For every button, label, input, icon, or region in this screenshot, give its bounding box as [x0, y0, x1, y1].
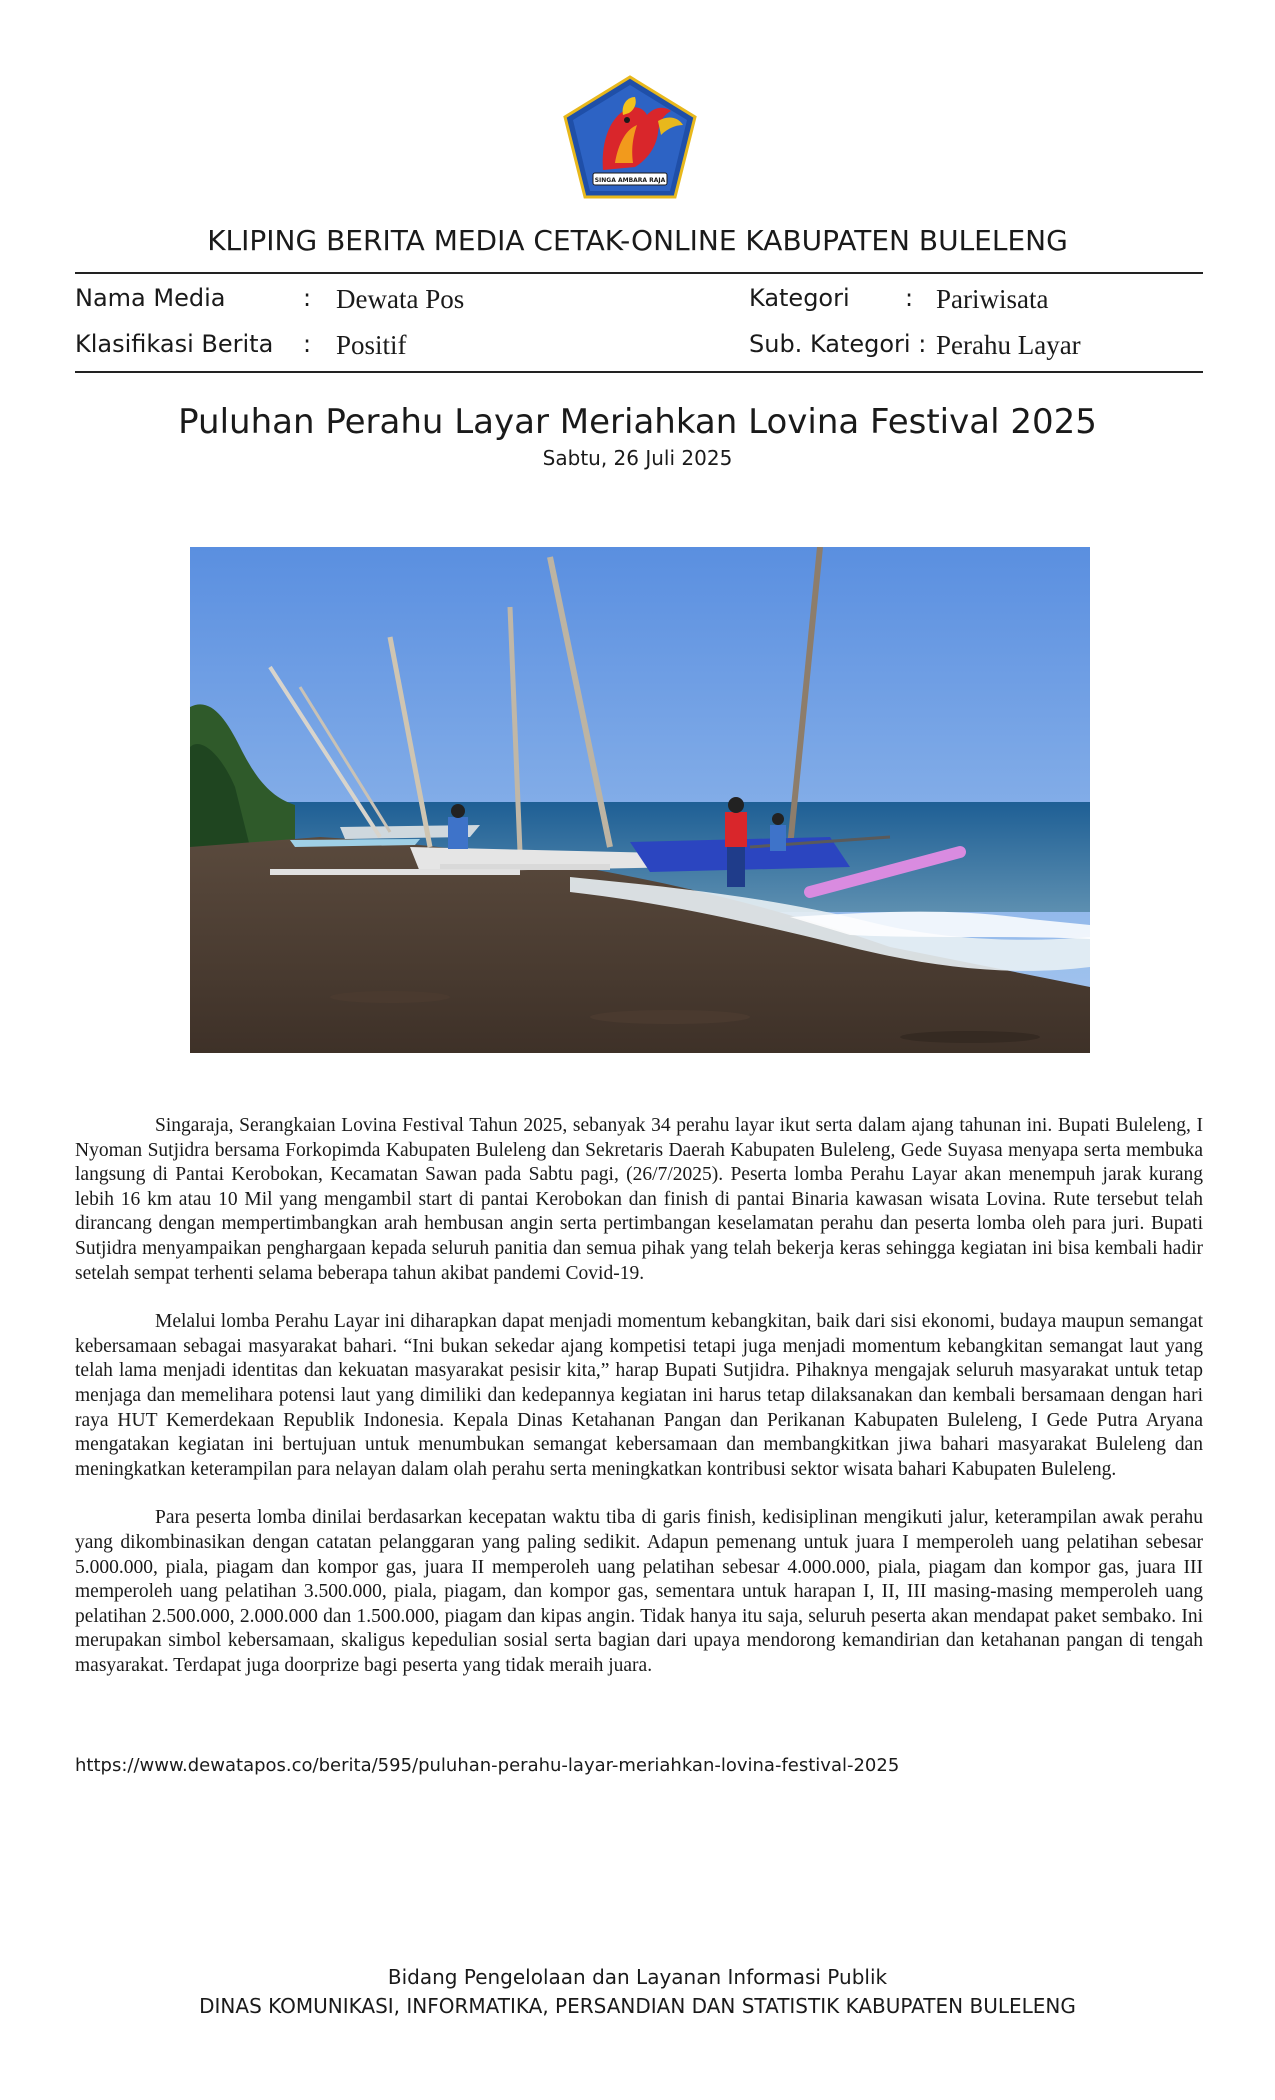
classification-colon: :: [303, 330, 312, 358]
article-paragraph: Singaraja, Serangkaian Lovina Festival Tahun 2025, sebanyak 34 perahu layar ikut serta dalam ajang tahunan ini. Bupati Buleleng, I Nyoman Sutjidra bersama Forkopimda Kabupaten Buleleng dan Sekretaris Daerah Kabupaten Buleleng, Gede Suyasa menyapa serta membuka langsung di Pantai Kerobokan, Kecamatan Sawan pada Sabtu pagi, (26/7/2025). Peserta lomba Perahu Layar akan menempuh jarak kurang lebih 16 km atau 10 Mil yang mengambil start di pantai Kerobokan dan finish di pantai Binaria kawasan wisata Lovina. Rute tersebut telah dirancang dengan mempertimbangkan arah hembusan angin serta pertimbangan keselamatan perahu dan peserta lomba oleh para juri. Bupati Sutjidra menyampaikan penghargaan kepada seluruh panitia dan semua pihak yang telah bekerja keras sehingga kegiatan ini bisa kembali hadir setelah sempat terhenti selama beberapa tahun akibat pandemi Covid-19.: [75, 1115, 1203, 1284]
divider-top: [75, 272, 1203, 274]
category-colon: :: [905, 284, 914, 312]
regency-emblem-icon: [563, 75, 697, 200]
article-paragraph: Melalui lomba Perahu Layar ini diharapkan dapat menjadi momentum kebangkitan, baik dari sisi ekonomi, budaya maupun semangat kebersamaan sebagai masyarakat bahari. “Ini bukan sekedar ajang kompetisi tetapi juga menjadi momentum kebangkitan semangat laut yang telah lama menjadi identitas dan kekuatan masyarakat pesisir kita,” harap Bupati Sutjidra. Pihaknya mengajak seluruh masyarakat untuk tetap menjaga dan memelihara potensi laut yang dimiliki dan kedepannya kegiatan ini harus tetap dilaksanakan dan kembali bersamaan dengan hari raya HUT Kemerdekaan Republik Indonesia. Kepala Dinas Ketahanan Pangan dan Perikanan Kabupaten Buleleng, I Gede Putra Aryana mengatakan kegiatan ini bertujuan untuk menumbukan semangat kebersamaan dan membangkitkan jiwa bahari masyarakat Buleleng dan meningkatkan keterampilan para nelayan dalam olah perahu serta meningkatkan kontribusi sektor wisata bahari Kabupaten Buleleng.: [75, 1311, 1203, 1480]
article-body: [75, 1114, 1203, 1702]
classification-value: Positif: [336, 330, 407, 360]
media-name-value: Dewata Pos: [336, 284, 465, 314]
logo-motto-text: SINGA AMBARA RAJA: [594, 177, 666, 184]
subcategory-label: Sub. Kategori :: [749, 330, 927, 358]
article-title: Puluhan Perahu Layar Meriahkan Lovina Festival 2025: [178, 402, 1097, 442]
article-photo: [190, 547, 1090, 1053]
subcategory-value: Perahu Layar: [936, 330, 1081, 360]
classification-label: Klasifikasi Berita: [75, 330, 274, 358]
footer-department: Bidang Pengelolaan dan Layanan Informasi Publik: [387, 1965, 888, 1989]
source-link[interactable]: https://www.dewatapos.co/berita/595/puluhan-perahu-layar-meriahkan-lovina-festival-2025: [75, 1755, 900, 1776]
clipping-header-title: KLIPING BERITA MEDIA CETAK-ONLINE KABUPATEN BULELENG: [207, 224, 1068, 257]
media-name-label: Nama Media: [75, 284, 226, 312]
article-paragraph: Para peserta lomba dinilai berdasarkan kecepatan waktu tiba di garis finish, kedisiplinan mengikuti jalur, keterampilan awak perahu yang dikombinasikan dengan catatan pelanggaran yang paling sedikit. Adapun pemenang untuk juara I memperoleh uang pelatihan sebesar 5.000.000, piala, piagam dan kompor gas, juara II memperoleh uang pelatihan sebesar 4.000.000, piala, piagam dan kompor gas, juara III memperoleh uang pelatihan 3.500.000, piala, piagam, dan kompor gas, sementara untuk harapan I, II, III masing-masing memperoleh uang pelatihan 2.500.000, 2.000.000 dan 1.500.000, piagam dan kipas angin. Tidak hanya itu saja, seluruh peserta akan mendapat paket sembako. Ini merupakan simbol kebersamaan, skaligus kepedulian sosial serta bagian dari upaya mendorong kemandirian dan ketahanan pangan di tengah masyarakat. Terdapat juga doorprize bagi peserta yang tidak meraih juara.: [75, 1507, 1203, 1676]
category-label: Kategori: [749, 284, 850, 312]
footer-agency: DINAS KOMUNIKASI, INFORMATIKA, PERSANDIAN DAN STATISTIK KABUPATEN BULELENG: [199, 1994, 1076, 2018]
media-name-colon: :: [303, 284, 312, 312]
divider-bottom: [75, 371, 1203, 373]
category-value: Pariwisata: [936, 284, 1049, 314]
article-date: Sabtu, 26 Juli 2025: [542, 446, 733, 470]
